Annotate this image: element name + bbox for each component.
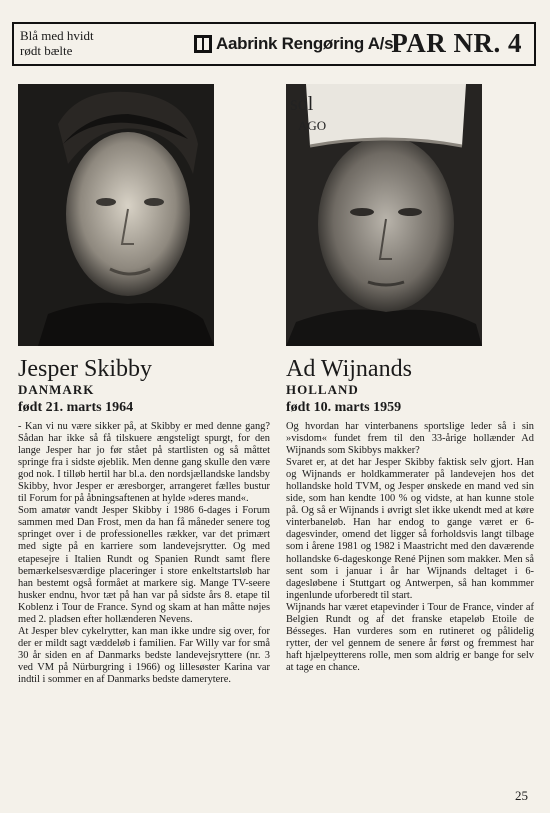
rider-left <box>18 356 270 686</box>
sponsor-name: Aabrink Rengøring A/s <box>216 34 394 53</box>
rider-name: Jesper Skibby <box>18 356 152 382</box>
rider-birthdate: født 21. marts 1964 <box>18 400 134 415</box>
belt-line-1: Blå med hvidt <box>20 28 94 43</box>
sponsor <box>194 34 393 54</box>
belt-description <box>20 28 94 58</box>
rider-country: DANMARK <box>18 382 95 397</box>
page-header <box>12 22 536 66</box>
cap-text-left-2: AGO <box>298 118 327 133</box>
rider-birthdate: født 10. marts 1959 <box>286 400 402 415</box>
rider-right <box>286 356 534 674</box>
photo-ad-wijnands <box>286 84 482 346</box>
rider-country: HOLLAND <box>286 382 359 397</box>
photo-jesper-skibby <box>18 84 214 346</box>
page-number: 25 <box>515 788 528 803</box>
rider-name: Ad Wijnands <box>286 356 412 382</box>
rider-bio: Og hvordan har vinterbanens sportslige leder så i sin »visdom« fundet frem til den 33-årige hollænder Ad Wijnands som Skibbys makker? Svaret er, at det har Jesper Skibby faktisk selv gjort. Han og Wijnands er holdkammerater på landevejen hos det hollandske hold TVM, og Jesper ønskede en mand ved sin side, som han kendte 100 % og vidste, at han kunne stole på. Og så er Wijnands i øvrigt slet ikke ukendt med at køre vinterbaneløb. Han har endog to gange været er 6-dagesvinder, omend det ligger så forholdsvis langt tilbage som i årene 1981 og 1982 i Maastricht med den daværende hollandske 6-dageskonge René Pijnen som makker. Men så sent som i januar i år har Wijnands deltaget i 6-dagesløbene i Stuttgart og Antwerpen, så han kommmer ingenlunde uforberedt til start. Wijnands har været etapevinder i Tour de France, vinder af Belgien Rundt og af det franske etapeløb Etoile de Bésseges. Han vurderes som en rutineret og pålidelig rytter, der vel gennem de senere år først og fremmest har haft hjælpeytterens rolle, men som aldrig er bange for selv at tage en chance. <box>286 421 534 673</box>
sponsor-logo-icon <box>194 35 212 53</box>
belt-line-2: rødt bælte <box>20 43 73 58</box>
rider-bio: - Kan vi nu være sikker på, at Skibby er med denne gang? Sådan har ikke så få tilskuere ængsteligt spurgt, for den lange Jesper har jo før stået på startlisten og så måttet springe fra i sidste øjeblik. Men denne gang skulle den være god nok. I tilløb hertil har bl.a. den nordsjællandske landsby Skibby, hvor Jesper er æresborger, arrangeret fælles bustur til Forum for på åbningsaftenen at hylde »deres mand«. Som amatør vandt Jesper Skibby i 1986 6-dages i Forum sammen med Dan Frost, men da han få måneder senere tog springet over i de professionelles rækker, var det primært med sigte på en karriere som landevejsrytter. Og med etapesejre i Italien Rundt og Spanien Rundt samt flere bemærkelsesværdige placeringer i store enkeltstartsløb har han bestemt også formået at markere sig. Mange TV-seere husker endnu, hvor tæt på han var på sidste års 8. etape til Koblenz i Tour de France. Synd og skam at han måtte nøjes med 2. pladsen efter hollænderen Nevens. At Jesper blev cykelrytter, kan man ikke undre sig over, for der er mildt sagt væddeløb i familien. Far Willy var for små 30 år siden en af Danmarks bedste landevejsryttere (nr. 3 ved VM på Nürburgring i 1966) og lillesøster Karina var indtil i sommer en af Danmarks bedste damerytere. <box>18 421 270 685</box>
cap-text-left: sol <box>290 93 314 115</box>
pair-number: PAR NR. 4 <box>391 28 522 58</box>
